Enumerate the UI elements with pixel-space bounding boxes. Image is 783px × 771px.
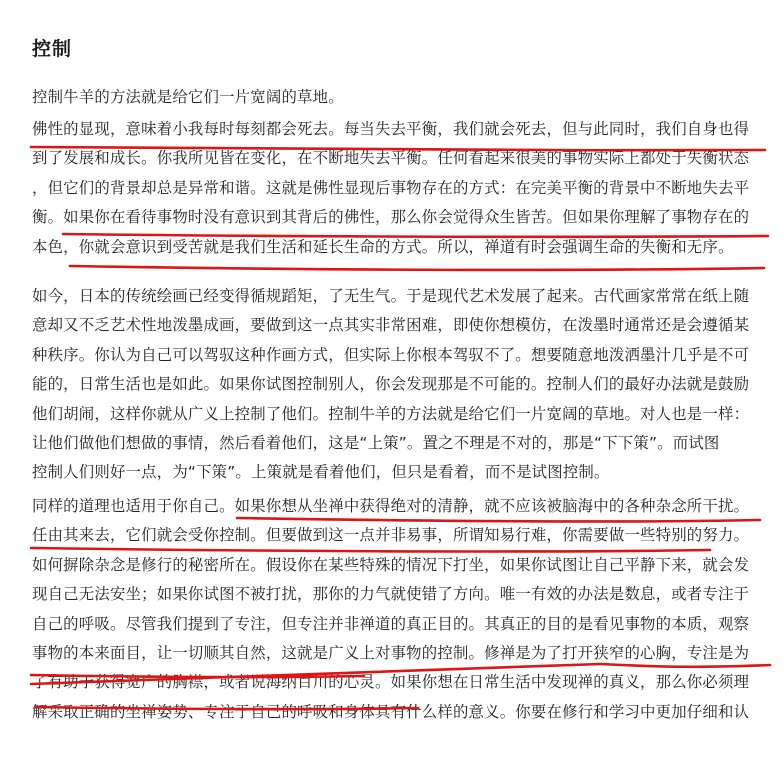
text-line: 如今，日本的传统绘画已经变得循规蹈矩，了无生气。于是现代艺术发展了起来。古代画家常常在纸上随 <box>32 287 750 305</box>
text-line: ，但它们的背景却总是异常和谐。这就是佛性显现后事物存在的方式：在完美平衡的背景中不断地失去平 <box>32 178 750 197</box>
text-line: 任由其来去，它们就会受你控制。但要做到这一点并非易事，所谓知易行难，你需要做一些特别的努力。 <box>32 526 750 545</box>
paragraph-3 <box>32 282 772 488</box>
text-line: 他们胡闹，这样你就从广义上控制了他们。控制牛羊的方法就是给它们一片宽阔的草地。对人也是一样： <box>32 404 750 423</box>
paragraph-4 <box>32 492 772 727</box>
text-line: 能的，日常生活也是如此。如果你试图控制别人，你会发现那是不可能的。控制人们的最好办法就是鼓励 <box>32 375 750 394</box>
paragraph-1 <box>32 83 772 112</box>
text-line: 自己的呼吸。尽管我们提到了专注，但专注并非禅道的真正目的。其真正的目的是看见事物的本质，观察 <box>32 614 750 633</box>
text-line: 到了发展和成长。你我所见皆在变化，在不断地失去平衡。任何看起来很美的事物实际上都处于失衡状态 <box>32 149 750 168</box>
text-line: 控制牛羊的方法就是给它们一片宽阔的草地。 <box>32 88 344 106</box>
paragraph-2 <box>32 115 772 262</box>
text-line: 现自己无法安坐；如果你试图不被打扰，那你的力气就使错了方向。唯一有效的办法是数息，或者专注于 <box>32 585 750 604</box>
text-line: 本色，你就会意识到受苦就是我们生活和延长生命的方式。所以，禅道有时会强调生命的失衡和无序。 <box>32 237 734 256</box>
section-title: 控制 <box>32 38 73 60</box>
text-line: 同样的道理也适用于你自己。如果你想从坐禅中获得绝对的清静，就不应该被脑海中的各种杂念所干扰。 <box>32 497 750 515</box>
text-line: 衡。如果你在看待事物时没有意识到其背后的佛性，那么你会觉得众生皆苦。但如果你理解了事物存在的 <box>32 208 750 227</box>
text-line: 意却又不乏艺术性地泼墨成画，要做到这一点其实非常困难，即使你想模仿，在泼墨时通常还是会遵循某 <box>32 316 750 335</box>
text-line: 控制人们则好一点，为“下策”。上策就是看着他们，但只是看着，而不是试图控制。 <box>32 463 610 482</box>
text-line: 种秩序。你认为自己可以驾驭这种作画方式，但实际上你根本驾驭不了。想要随意地泼洒墨汁几乎是不可 <box>32 345 750 364</box>
underline-mark <box>70 266 764 270</box>
text-line: 解采取正确的坐禅姿势、专注于自己的呼吸和身体具有什么样的意义。你要在修行和学习中更加仔细和认 <box>32 702 750 721</box>
text-line: 让他们做他们想做的事情，然后看着他们，这是“上策”。置之不理是不对的，那是“下下策”。而试图 <box>32 433 720 452</box>
text-line: 了有助于获得宽广的胸襟，或者说海纳百川的心灵。如果你想在日常生活中发现禅的真义，那么你必须理 <box>32 673 750 692</box>
text-line: 事物的本来面目，让一切顺其自然，这就是广义上对事物的控制。修禅是为了打开狭窄的心胸，专注是为 <box>32 643 750 662</box>
text-line: 佛性的显现，意味着小我每时每刻都会死去。每当失去平衡，我们就会死去，但与此同时，我们自身也得 <box>32 120 750 138</box>
text-line: 如何摒除杂念是修行的秘密所在。假设你在某些特殊的情况下打坐，如果你试图让自己平静下来，就会发 <box>32 555 750 574</box>
